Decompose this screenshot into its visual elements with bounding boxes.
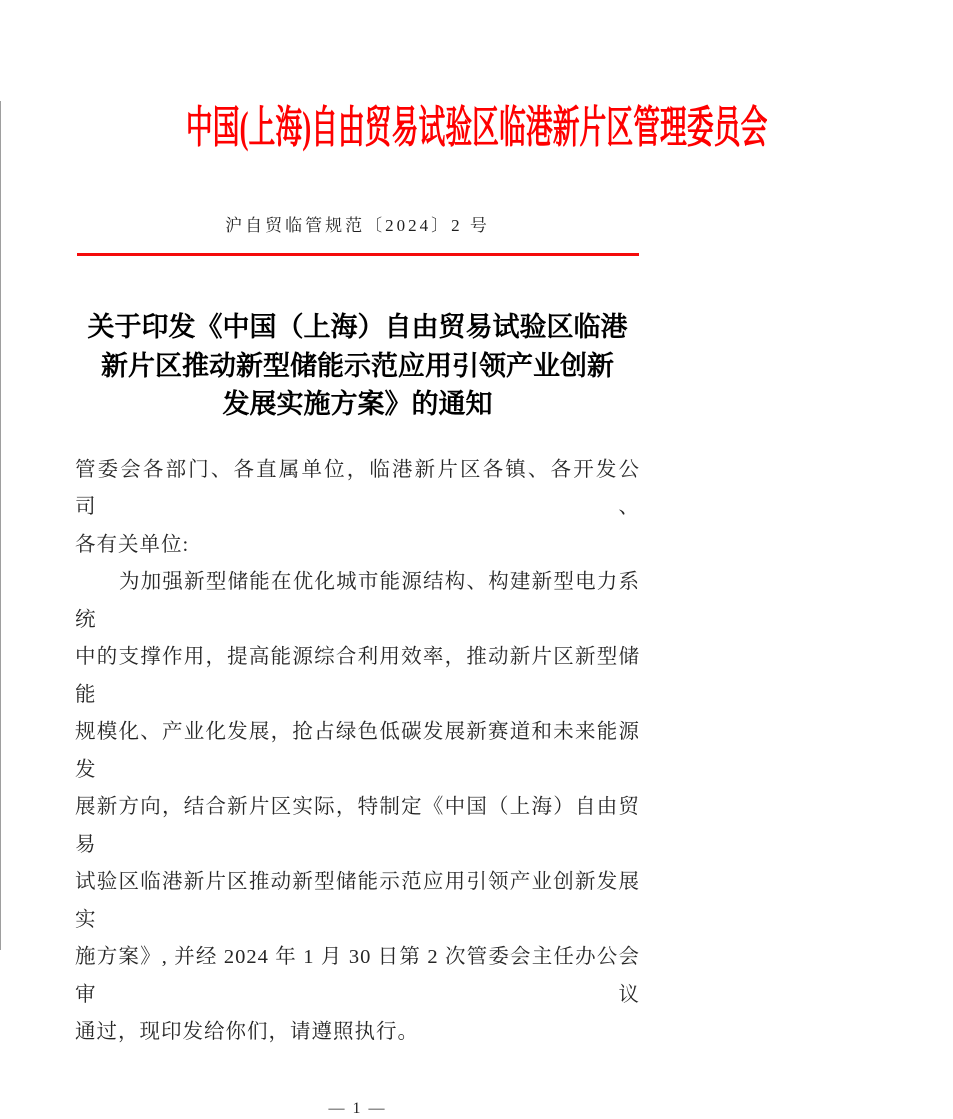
left-window-edge-line [0, 101, 1, 950]
document-title-line-1: 关于印发《中国（上海）自由贸易试验区临港 [87, 312, 628, 342]
body-paragraph-line-2: 中的支撑作用，提高能源综合利用效率，推动新片区新型储能 [75, 646, 640, 706]
body-paragraph-line-7: 通过，现印发给你们，请遵照执行。 [75, 1021, 419, 1043]
body-salutation-line-2: 各有关单位: [75, 533, 190, 556]
body-paragraph-line-1: 为加强新型储能在优化城市能源结构、构建新型电力系统 [75, 571, 640, 631]
body-paragraph-line-3: 规模化、产业化发展，抢占绿色低碳发展新赛道和未来能源发 [75, 721, 640, 781]
body-paragraph-line-6: 施方案》, 并经 2024 年 1 月 30 日第 2 次管委会主任办公会审议 [75, 946, 640, 1006]
document-title [0, 308, 715, 424]
document-body [75, 452, 640, 1052]
document-page [0, 101, 768, 1117]
agency-header [0, 101, 768, 155]
document-title-line-2: 新片区推动新型储能示范应用引领产业创新 [101, 350, 614, 381]
document-title-line-3: 发展实施方案》的通知 [222, 389, 493, 419]
body-salutation-line-1: 管委会各部门、各直属单位，临港新片区各镇、各开发公司、 [75, 458, 640, 518]
body-paragraph-line-5: 试验区临港新片区推动新型储能示范应用引领产业创新发展实 [75, 871, 640, 931]
agency-header-text: 中国(上海)自由贸易试验区临港新片区管理委员会 [185, 103, 768, 152]
body-paragraph-line-4: 展新方向，结合新片区实际，特制定《中国（上海）自由贸易 [75, 796, 640, 856]
red-divider-line [77, 253, 639, 256]
page-number: — 1 — [328, 1099, 387, 1117]
document-number: 沪自贸临管规范〔2024〕2 号 [225, 216, 490, 235]
